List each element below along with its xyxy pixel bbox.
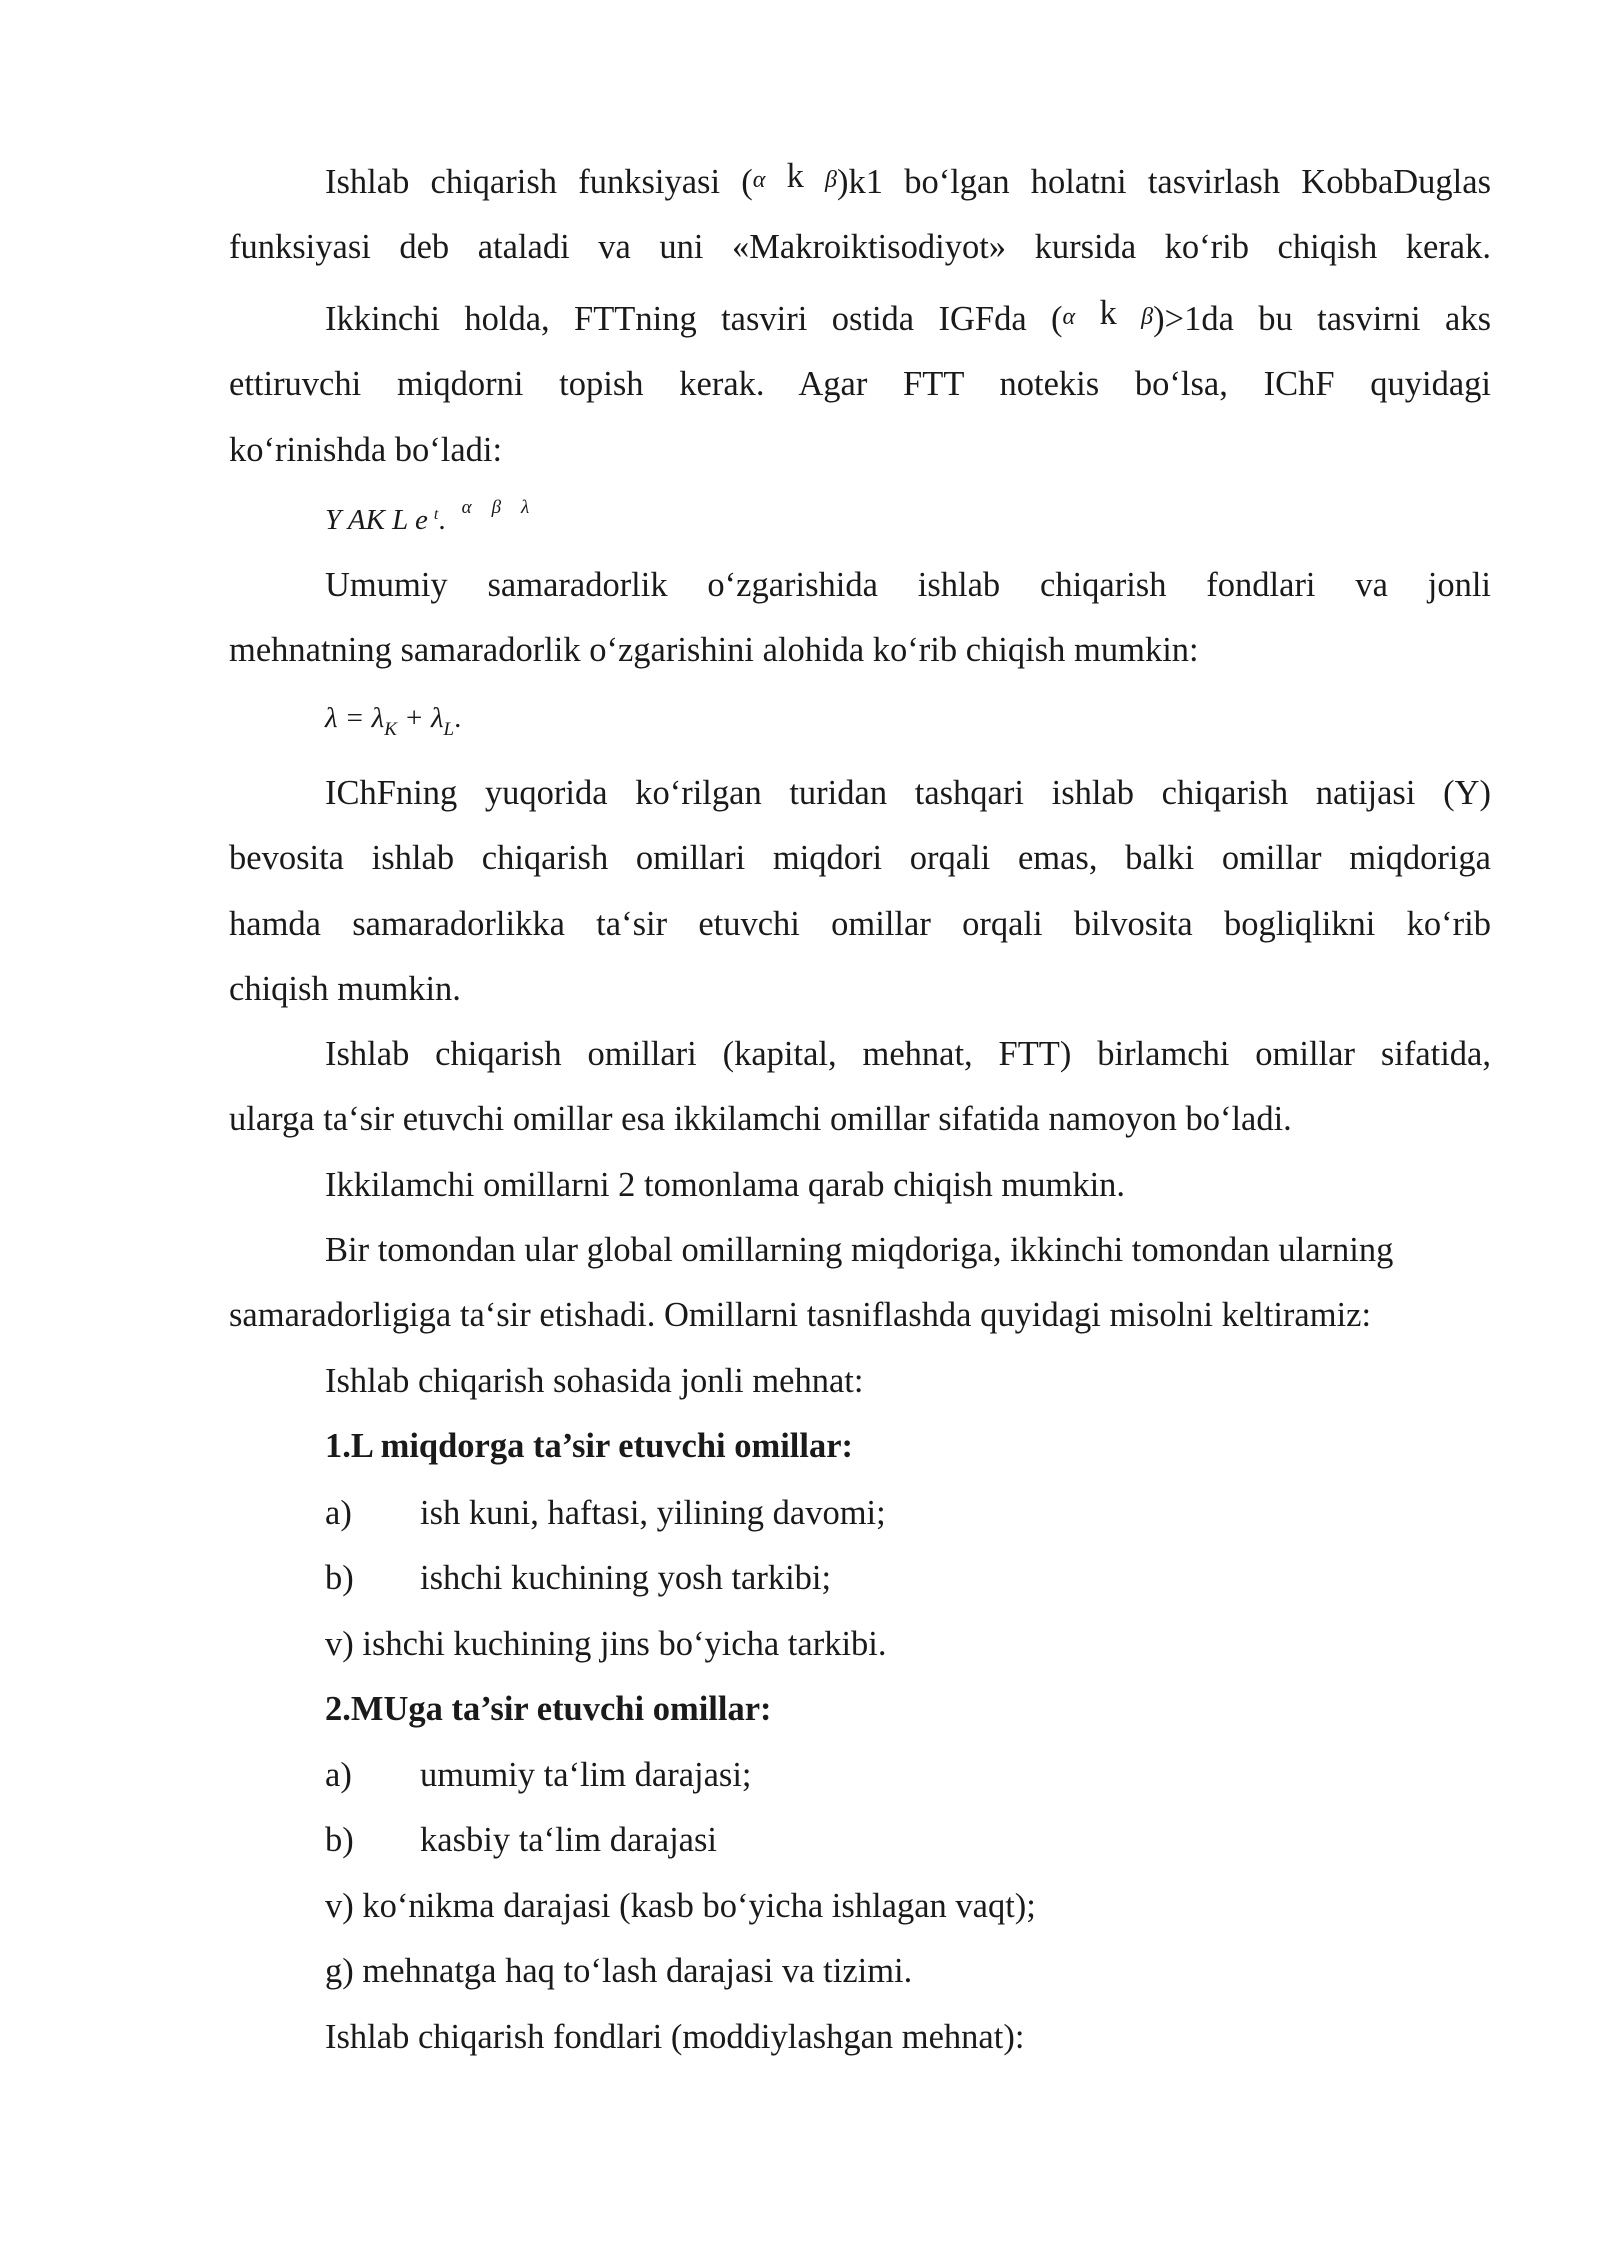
paragraph-line: Ishlab chiqarish funksiyasi (α k β)k1 bo‘lgan holatni tasvirlash KobbaDuglas xyxy=(325,157,1492,201)
section-heading: 1.L miqdorga ta’sir etuvchi omillar: xyxy=(325,1427,854,1465)
list-item: b) ishchi kuchining yosh tarkibi; xyxy=(325,1559,832,1597)
paragraph-line: IChFning yuqorida ko‘rilgan turidan tashqari ishlab chiqarish natijasi (Y) xyxy=(325,774,1491,812)
list-item: a) ish kuni, haftasi, yilining davomi; xyxy=(325,1494,886,1532)
paragraph-line: Ishlab chiqarish omillari (kapital, mehnat, FTT) birlamchi omillar sifatida, xyxy=(325,1035,1491,1073)
list-item: a) umumiy ta‘lim darajasi; xyxy=(325,1756,752,1794)
list-item: v) ishchi kuchining jins bo‘yicha tarkibi. xyxy=(325,1625,887,1663)
paragraph-line: mehnatning samaradorlik o‘zgarishini alohida ko‘rib chiqish mumkin: xyxy=(229,631,1199,669)
list-item: b) kasbiy ta‘lim darajasi xyxy=(325,1821,717,1859)
list-item: v) ko‘nikma darajasi (kasb bo‘yicha ishlagan vaqt); xyxy=(325,1887,1036,1925)
paragraph-line: funksiyasi deb ataladi va uni «Makroiktisodiyot» kursida ko‘rib chiqish kerak. xyxy=(229,228,1491,266)
paragraph-line: Ishlab chiqarish sohasida jonli mehnat: xyxy=(325,1362,864,1400)
paragraph-line: Ishlab chiqarish fondlari (moddiylashgan mehnat): xyxy=(325,2018,1025,2056)
paragraph-line: ularga ta‘sir etuvchi omillar esa ikkilamchi omillar sifatida namoyon bo‘ladi. xyxy=(229,1100,1292,1138)
paragraph-line: Ikkilamchi omillarni 2 tomonlama qarab chiqish mumkin. xyxy=(325,1166,1126,1204)
paragraph-line: Umumiy samaradorlik o‘zgarishida ishlab chiqarish fondlari va jonli xyxy=(325,566,1491,604)
formula-production-function: Y AK L e $^t$. $^\alpha$ $^\beta$ $^\lambda$ xyxy=(325,497,530,536)
paragraph-line: Bir tomondan ular global omillarning miqdoriga, ikkinchi tomondan ularning xyxy=(325,1231,1394,1269)
paragraph-line: bevosita ishlab chiqarish omillari miqdori orqali emas, balki omillar miqdoriga xyxy=(229,839,1491,877)
paragraph-line: hamda samaradorlikka ta‘sir etuvchi omillar orqali bilvosita bogliqlikni ko‘rib xyxy=(229,905,1491,943)
paragraph-line: ko‘rinishda bo‘ladi: xyxy=(229,431,503,469)
paragraph-line: ettiruvchi miqdorni topish kerak. Agar FTT notekis bo‘lsa, IChF quyidagi xyxy=(229,365,1491,403)
list-item: g) mehnatga haq to‘lash darajasi va tizimi. xyxy=(325,1952,913,1990)
paragraph-line: chiqish mumkin. xyxy=(229,970,461,1008)
formula-lambda-sum: $\lambda = \lambda_K + \lambda_L$. xyxy=(325,702,462,740)
paragraph-line: Ikkinchi holda, FTTning tasviri ostida IGFda (α k β)>1da bu tasvirni aks xyxy=(325,294,1492,338)
paragraph-line: samaradorligiga ta‘sir etishadi. Omillarni tasniflashda quyidagi misolni keltiramiz: xyxy=(229,1296,1372,1334)
section-heading: 2.MUga ta’sir etuvchi omillar: xyxy=(325,1690,772,1728)
